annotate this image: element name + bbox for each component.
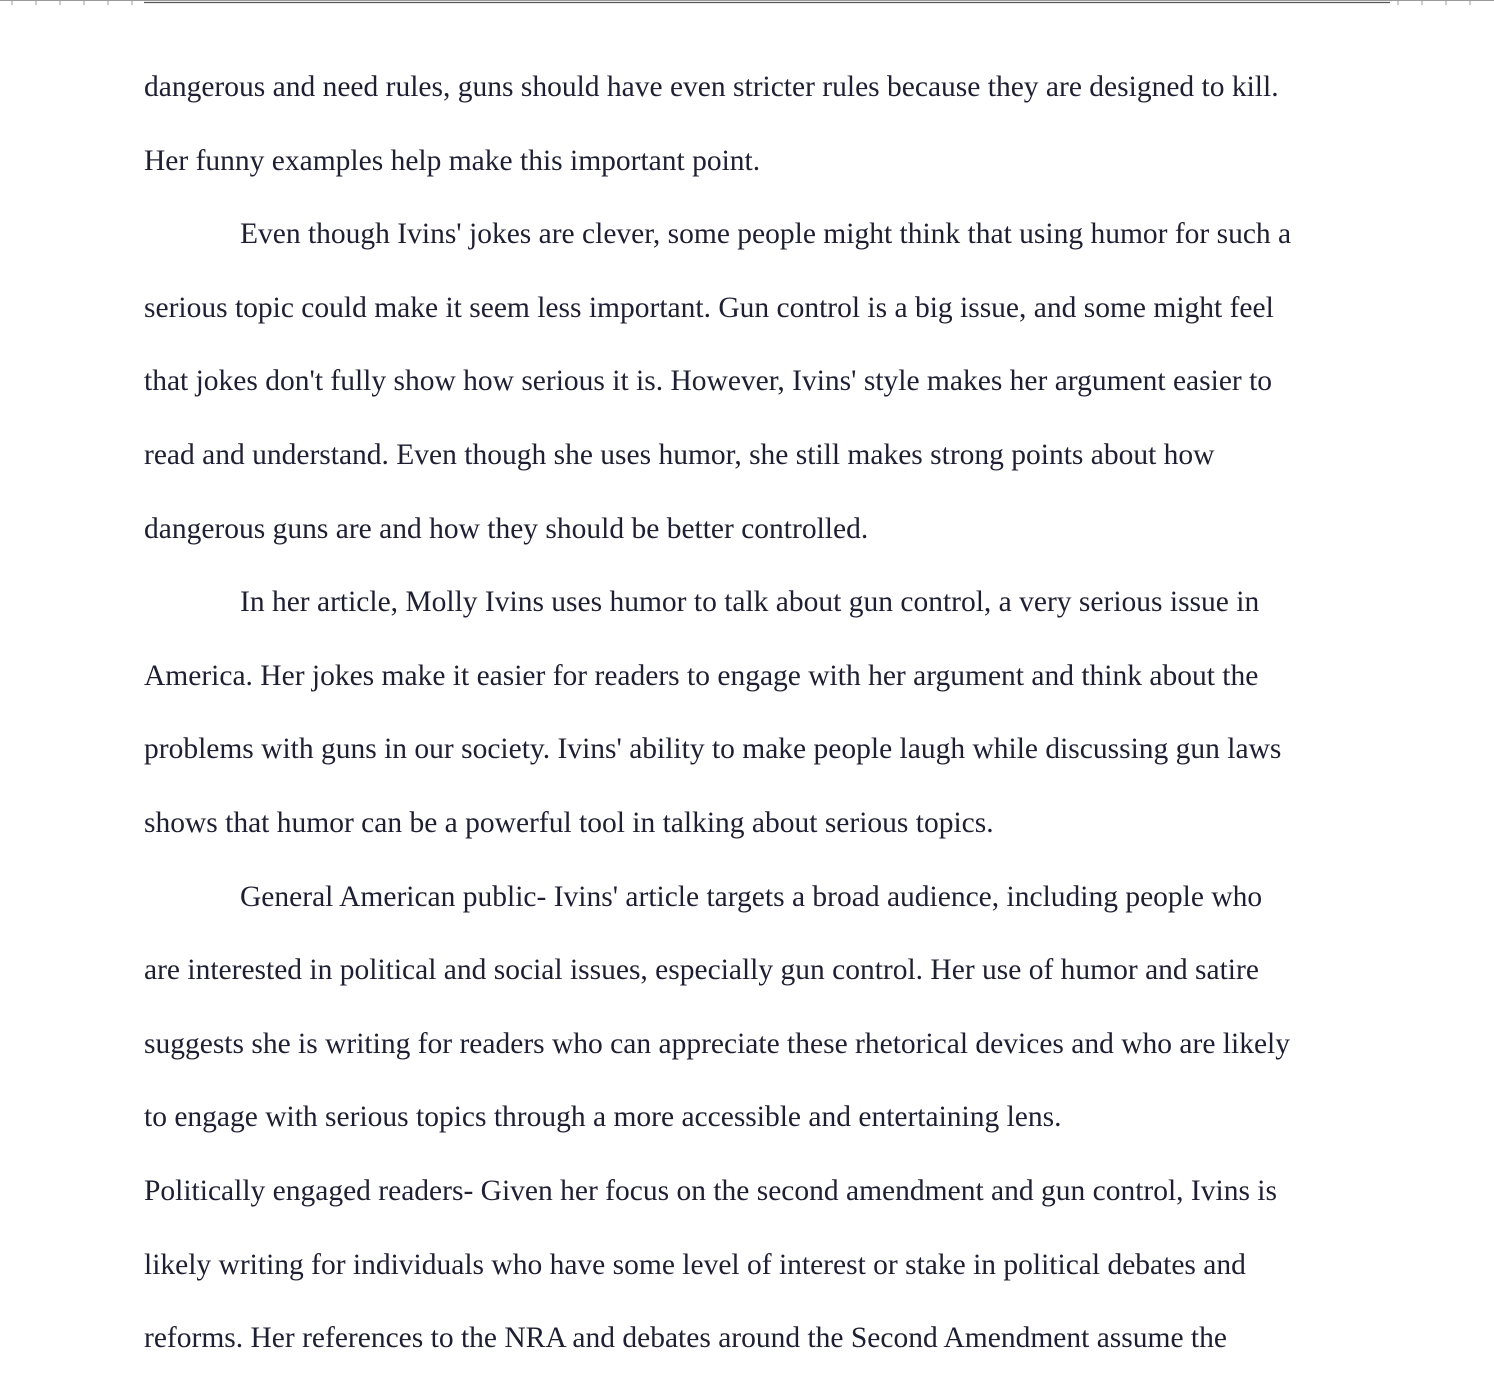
document-line: dangerous guns are and how they should be better controlled. (144, 512, 869, 545)
document-line: Her funny examples help make this important point. (144, 144, 761, 177)
document-line: read and understand. Even though she uses humor, she still makes strong points about how (144, 438, 1215, 471)
document-line: to engage with serious topics through a more accessible and entertaining lens. (144, 1101, 1062, 1134)
horizontal-ruler[interactable] (0, 0, 1494, 6)
document-line: shows that humor can be a powerful tool in talking about serious topics. (144, 806, 994, 839)
document-line: reforms. Her references to the NRA and debates around the Second Amendment assume the (144, 1322, 1227, 1355)
document-line: serious topic could make it seem less important. Gun control is a big issue, and some might feel (144, 291, 1274, 324)
paragraph (144, 861, 1394, 1155)
document-line: In her article, Molly Ivins uses humor to talk about gun control, a very serious issue in (240, 586, 1260, 619)
document-line: dangerous and need rules, guns should have even stricter rules because they are designed to kill. (144, 71, 1279, 103)
document-line: Politically engaged readers- Given her focus on the second amendment and gun control, Ivins is (144, 1174, 1277, 1207)
paragraph (144, 1155, 1394, 1376)
document-line: Even though Ivins' jokes are clever, some people might think that using humor for such a (240, 218, 1292, 251)
document-line: General American public- Ivins' article targets a broad audience, including people who (240, 880, 1263, 913)
document-line: America. Her jokes make it easier for readers to engage with her argument and think about the (144, 659, 1259, 692)
document-page[interactable] (144, 51, 1394, 1376)
ruler-ticks (0, 0, 1494, 6)
document-line: that jokes don't fully show how serious it is. However, Ivins' style makes her argument easier to (144, 365, 1273, 398)
document-line: problems with guns in our society. Ivins' ability to make people laugh while discussing gun laws (144, 733, 1282, 766)
paragraph (144, 198, 1394, 566)
document-line: suggests she is writing for readers who can appreciate these rhetorical devices and who are likely (144, 1027, 1290, 1060)
document-line: are interested in political and social issues, especially gun control. Her use of humor and satire (144, 954, 1259, 987)
document-line: likely writing for individuals who have some level of interest or stake in political debates and (144, 1248, 1246, 1281)
paragraph (144, 566, 1394, 860)
